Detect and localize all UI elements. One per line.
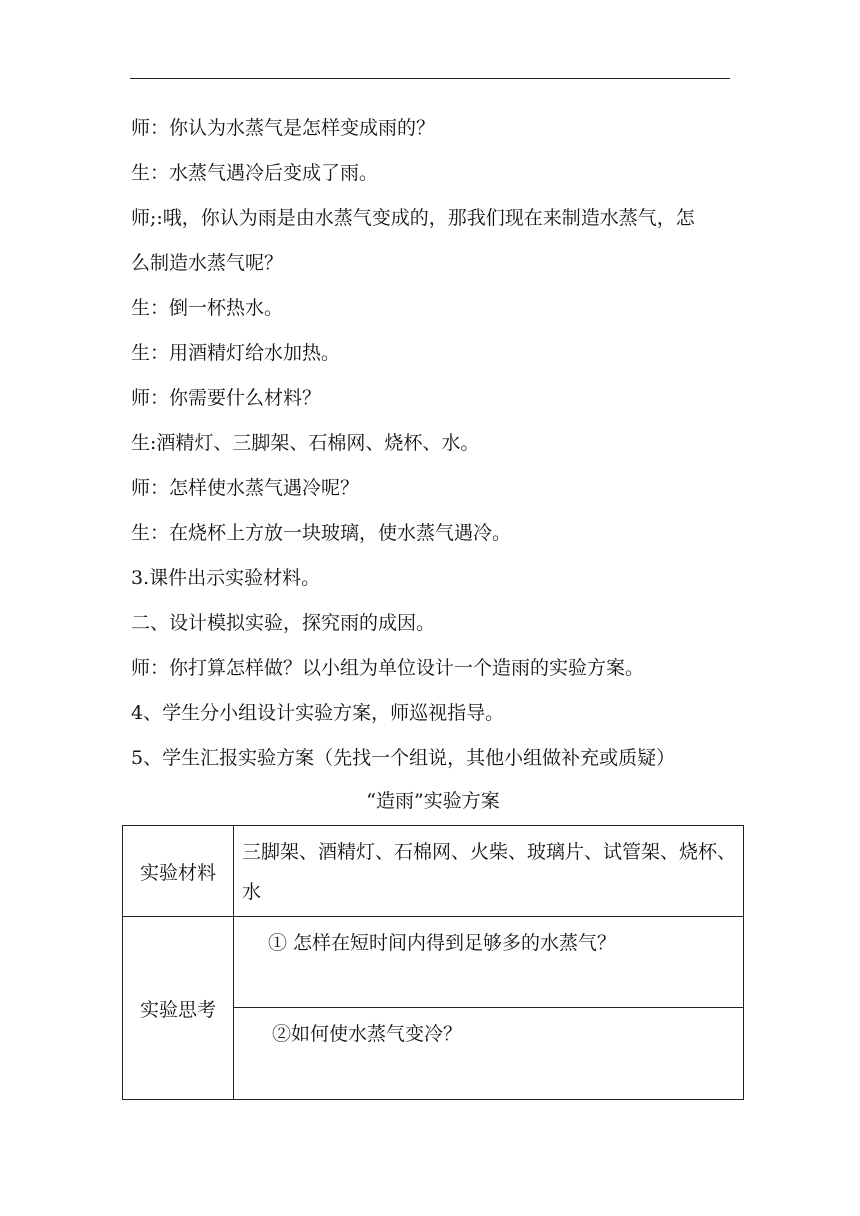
thinking-label: 实验思考 [123,917,234,1100]
paragraph-5: 生：倒一杯热水。 [131,297,284,319]
paragraph-14: 4、学生分小组设计实验方案，师巡视指导。 [131,702,505,724]
paragraph-3: 师;:哦，你认为雨是由水蒸气变成的，那我们现在来制造水蒸气，怎 [131,207,695,229]
paragraph-4: 么制造水蒸气呢？ [131,252,284,274]
question-row-2 [234,1008,743,1099]
paragraph-2: 生：水蒸气遇冷后变成了雨。 [131,162,379,184]
thinking-row [123,917,744,1100]
paragraph-13: 师：你打算怎样做？以小组为单位设计一个造雨的实验方案。 [131,657,645,679]
materials-value: 三脚架、酒精灯、石棉网、火柴、玻璃片、试管架、烧杯、水 [242,841,737,903]
materials-label: 实验材料 [123,826,234,917]
question-2: ②如何使水蒸气变冷？ [272,1023,463,1045]
paragraph-11: 3.课件出示实验材料。 [131,567,321,589]
materials-row [123,826,744,917]
paragraph-15: 5、学生汇报实验方案（先找一个组说，其他小组做补充或质疑） [131,747,676,769]
paragraph-12: 二、设计模拟实验，探究雨的成因。 [131,612,436,634]
experiment-plan-table [122,825,744,1100]
paragraph-9: 师：怎样使水蒸气遇冷呢？ [131,477,360,499]
paragraph-8: 生:酒精灯、三脚架、石棉网、烧杯、水。 [131,432,480,454]
question-row-1 [234,917,743,1008]
paragraph-6: 生：用酒精灯给水加热。 [131,342,341,364]
thinking-cell [234,917,744,1100]
question-1: ① 怎样在短时间内得到足够多的水蒸气？ [268,932,617,954]
header-rule [130,78,730,79]
materials-cell [234,826,744,917]
table-title: “造雨”实验方案 [366,790,500,812]
paragraph-1: 师：你认为水蒸气是怎样变成雨的？ [131,117,436,139]
paragraph-7: 师：你需要什么材料？ [131,387,322,409]
paragraph-10: 生：在烧杯上方放一块玻璃，使水蒸气遇冷。 [131,522,512,544]
